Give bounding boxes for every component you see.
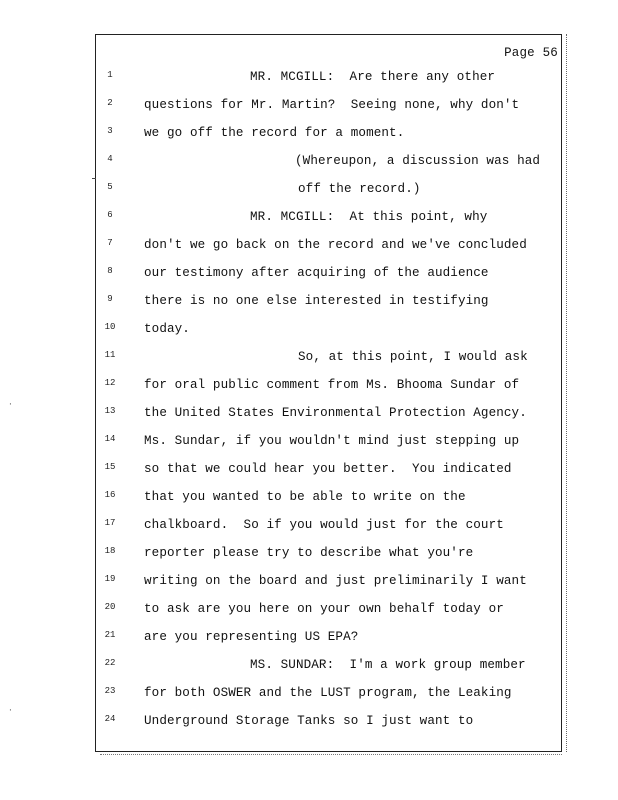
line-number: 22: [104, 658, 116, 668]
line-number: 10: [104, 322, 116, 332]
margin-speck: ·: [8, 400, 13, 409]
transcript-line: [100, 123, 560, 143]
line-number: 1: [107, 70, 113, 80]
line-number: 20: [104, 602, 116, 612]
line-text: Ms. Sundar, if you wouldn't mind just stepping up: [144, 434, 520, 448]
transcript-line: [100, 571, 560, 591]
transcript-line: [100, 431, 560, 451]
line-number: 5: [107, 182, 113, 192]
line-text: Underground Storage Tanks so I just want to: [144, 714, 474, 728]
line-number: 16: [104, 490, 116, 500]
line-text: don't we go back on the record and we've concluded: [144, 238, 527, 252]
line-number: 19: [104, 574, 116, 584]
transcript-line: [100, 459, 560, 479]
transcript-line: [100, 543, 560, 563]
transcript-line: [100, 207, 560, 227]
bottom-margin-rule: [100, 754, 562, 755]
line-text: MS. SUNDAR: I'm a work group member: [250, 658, 526, 672]
left-margin-tick: [92, 178, 96, 179]
line-text: the United States Environmental Protection Agency.: [144, 406, 527, 420]
line-text: (Whereupon, a discussion was had: [295, 154, 541, 168]
line-text: reporter please try to describe what you're: [144, 546, 474, 560]
line-number: 15: [104, 462, 116, 472]
line-text: today.: [144, 322, 190, 336]
line-text: So, at this point, I would ask: [298, 350, 528, 364]
transcript-line: [100, 683, 560, 703]
line-number: 24: [104, 714, 116, 724]
line-text: that you wanted to be able to write on the: [144, 490, 466, 504]
transcript-line: [100, 375, 560, 395]
transcript-line: [100, 263, 560, 283]
line-text: to ask are you here on your own behalf today or: [144, 602, 504, 616]
line-text: MR. MCGILL: At this point, why: [250, 210, 488, 224]
line-text: so that we could hear you better. You indicated: [144, 462, 512, 476]
line-number: 2: [107, 98, 113, 108]
line-number: 6: [107, 210, 113, 220]
transcript-line: [100, 515, 560, 535]
transcript-line: [100, 347, 560, 367]
transcript-line: [100, 95, 560, 115]
line-text: for oral public comment from Ms. Bhooma Sundar of: [144, 378, 520, 392]
transcript-line: [100, 67, 560, 87]
line-number: 7: [107, 238, 113, 248]
line-number: 8: [107, 266, 113, 276]
line-number: 21: [104, 630, 116, 640]
line-number: 13: [104, 406, 116, 416]
line-text: off the record.): [298, 182, 421, 196]
line-number: 9: [107, 294, 113, 304]
transcript-line: [100, 403, 560, 423]
line-number: 4: [107, 154, 113, 164]
right-margin-rule: [566, 34, 567, 752]
line-number: 12: [104, 378, 116, 388]
line-text: our testimony after acquiring of the audience: [144, 266, 489, 280]
page-number: Page 56: [504, 46, 558, 60]
line-number: 23: [104, 686, 116, 696]
transcript-line: [100, 235, 560, 255]
margin-speck: ·: [8, 706, 13, 715]
transcript-line: [100, 599, 560, 619]
transcript-line: [100, 319, 560, 339]
line-number: 3: [107, 126, 113, 136]
line-number: 14: [104, 434, 116, 444]
transcript-line: [100, 179, 560, 199]
transcript-line: [100, 627, 560, 647]
line-text: there is no one else interested in testifying: [144, 294, 489, 308]
line-text: MR. MCGILL: Are there any other: [250, 70, 496, 84]
transcript-line: [100, 291, 560, 311]
line-text: for both OSWER and the LUST program, the Leaking: [144, 686, 512, 700]
transcript-line: [100, 711, 560, 731]
transcript-line: [100, 655, 560, 675]
transcript-line: [100, 151, 560, 171]
transcript-line: [100, 487, 560, 507]
line-text: questions for Mr. Martin? Seeing none, why don't: [144, 98, 520, 112]
line-text: are you representing US EPA?: [144, 630, 359, 644]
line-number: 17: [104, 518, 116, 528]
line-number: 18: [104, 546, 116, 556]
line-text: we go off the record for a moment.: [144, 126, 405, 140]
line-text: chalkboard. So if you would just for the court: [144, 518, 504, 532]
line-text: writing on the board and just preliminarily I want: [144, 574, 527, 588]
line-number: 11: [104, 350, 116, 360]
